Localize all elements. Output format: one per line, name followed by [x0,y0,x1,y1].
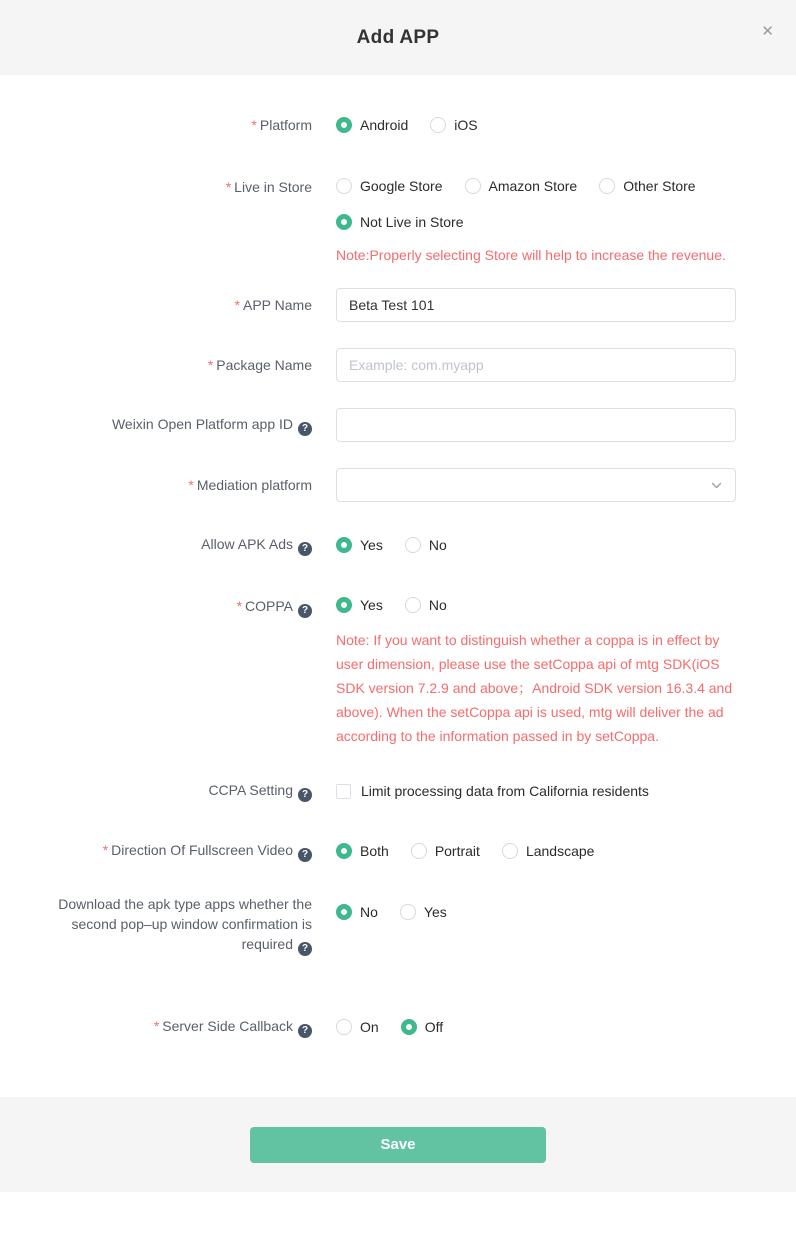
field-label-coppa: * COPPA ? [30,588,312,618]
allow-apk-ads-options [336,528,736,562]
radio-dot [411,843,427,859]
field-label-app-name: * APP Name [234,297,312,313]
radio-dot [502,843,518,859]
help-icon[interactable]: ? [298,542,312,556]
radio-not-live-in-store[interactable]: Not Live in Store [336,214,464,230]
form-row-platform [30,115,766,135]
radio-dot [405,597,421,613]
radio-dot [336,597,352,613]
close-icon[interactable]: ✕ [761,23,774,40]
help-icon[interactable]: ? [298,604,312,618]
required-asterisk: * [236,598,243,614]
apk-confirm-options [336,903,736,921]
radio-dot [336,1019,352,1035]
chevron-down-icon [710,479,723,492]
field-label-ccpa: CCPA Setting ? [30,780,312,802]
radio-android[interactable]: Android [336,117,408,133]
radio-dot [430,117,446,133]
radio-dot [405,537,421,553]
field-label-live-in-store: * Live in Store [225,179,312,195]
required-asterisk: * [251,117,257,133]
live-in-store-note: Note:Properly selecting Store will help to increase the revenue. [336,247,726,263]
help-icon[interactable]: ? [298,788,312,802]
dialog-footer [0,1097,796,1192]
required-asterisk: * [153,1018,160,1034]
radio-dot [336,904,352,920]
dialog-title: Add APP [356,26,440,48]
required-asterisk: * [225,179,232,195]
coppa-note: Note: If you want to distinguish whether a coppa is in effect by user dimension, please use the setCoppa api of mtg SDK(iOS SDK version 7.2.9 and above；Android SDK version 16.3.4 and above). When the setCoppa api is used, mtg will deliver the ad according to the information passed in by setCoppa. [336,632,733,744]
radio-coppa-no[interactable]: No [405,597,447,613]
radio-dot [336,178,352,194]
form-row-live-in-store [30,177,766,267]
form-row-allow-apk-ads [30,528,766,562]
checkbox-box [336,784,351,799]
server-callback-options [336,1010,736,1044]
field-label-weixin-app-id: Weixin Open Platform app ID ? [30,414,312,436]
form-row-package-name [30,348,766,382]
save-button[interactable]: Save [250,1127,546,1163]
help-icon[interactable]: ? [298,1024,312,1038]
form-row-ccpa [30,774,766,808]
help-icon[interactable]: ? [298,942,312,956]
radio-dot [599,178,615,194]
radio-callback-off[interactable]: Off [401,1019,443,1035]
dialog-header [0,0,796,75]
radio-coppa-yes[interactable]: Yes [336,597,383,613]
form-row-app-name [30,288,766,322]
required-asterisk: * [234,297,240,313]
radio-google-store[interactable]: Google Store [336,178,443,194]
radio-other-store[interactable]: Other Store [599,178,695,194]
form-row-apk-confirm [30,894,766,956]
live-in-store-options [336,177,736,267]
field-label-direction: * Direction Of Fullscreen Video ? [30,840,312,862]
required-asterisk: * [188,477,194,493]
help-icon[interactable]: ? [298,848,312,862]
form-row-server-callback [30,1010,766,1044]
radio-callback-on[interactable]: On [336,1019,379,1035]
radio-apk-confirm-no[interactable]: No [336,904,378,920]
radio-direction-portrait[interactable]: Portrait [411,843,480,859]
required-asterisk: * [207,357,214,373]
field-label-allow-apk-ads: Allow APK Ads ? [30,534,312,556]
radio-allow-apk-no[interactable]: No [405,537,447,553]
help-icon[interactable]: ? [298,422,312,436]
weixin-app-id-input[interactable] [336,408,736,442]
radio-dot [336,537,352,553]
field-label-platform: * Platform [251,117,312,133]
form-row-weixin-app-id [30,408,766,442]
ccpa-checkbox[interactable]: Limit processing data from California residents [336,783,649,799]
radio-allow-apk-yes[interactable]: Yes [336,537,383,553]
field-label-mediation-platform: * Mediation platform [188,477,312,493]
radio-dot [336,214,352,230]
field-label-package-name: * Package Name [207,357,312,373]
radio-dot [336,117,352,133]
app-name-input[interactable] [336,288,736,322]
direction-options [336,834,736,868]
radio-dot [400,904,416,920]
platform-options [336,116,736,134]
radio-dot [401,1019,417,1035]
radio-dot [465,178,481,194]
radio-ios[interactable]: iOS [430,117,477,133]
radio-dot [336,843,352,859]
radio-direction-both[interactable]: Both [336,843,389,859]
field-label-server-callback: * Server Side Callback ? [30,1016,312,1038]
coppa-options [336,588,736,748]
form-row-direction [30,834,766,868]
form-row-coppa [30,588,766,748]
radio-apk-confirm-yes[interactable]: Yes [400,904,447,920]
radio-amazon-store[interactable]: Amazon Store [465,178,578,194]
mediation-platform-select[interactable] [336,468,736,502]
form-row-mediation-platform [30,468,766,502]
field-label-apk-confirm: Download the apk type apps whether the second pop–up window confirmation is required ? [58,896,312,954]
required-asterisk: * [102,842,109,858]
radio-direction-landscape[interactable]: Landscape [502,843,595,859]
dialog-body [0,75,796,1097]
package-name-input[interactable] [336,348,736,382]
